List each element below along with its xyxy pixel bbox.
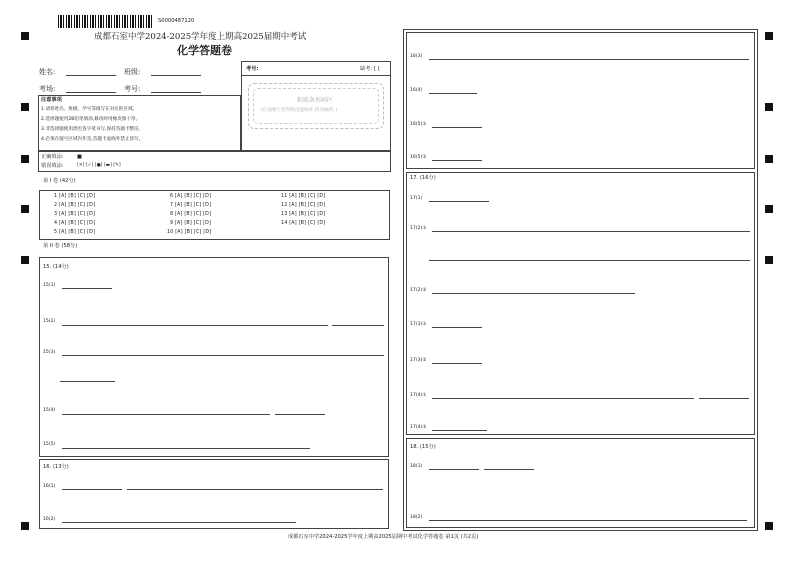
- q17-part2a-answer[interactable]: [432, 231, 750, 232]
- choice-q3[interactable]: 3 [A] [B] [C] [D]: [54, 212, 96, 217]
- correct-fill-label: 正确填涂:: [41, 154, 64, 160]
- q17-title: 17. (16分): [410, 175, 436, 181]
- q16-part1-answer-b[interactable]: [127, 489, 383, 490]
- note-item: 1.请将姓名、班级、学号等填写在对应的区域。: [41, 107, 138, 112]
- q15-part3-label: 15(3): [43, 350, 56, 355]
- timing-mark: [21, 155, 29, 163]
- timing-mark: [765, 205, 773, 213]
- note-item: 2.选择题使用2B铅笔填涂,修改时用橡皮擦干净。: [41, 117, 141, 122]
- choice-q4[interactable]: 4 [A] [B] [C] [D]: [54, 221, 96, 226]
- timing-mark: [765, 256, 773, 264]
- q15-part1-answer[interactable]: [62, 288, 112, 289]
- sheet-title: 化学答题卷: [177, 44, 232, 57]
- q16-part3-label: 16(3): [410, 54, 423, 59]
- q15-part3-answer[interactable]: [62, 355, 384, 356]
- q15-title: 15. (14分): [43, 264, 69, 270]
- notes-box: [38, 95, 241, 151]
- name-label: 姓名:: [39, 68, 56, 76]
- room-label: 考场:: [39, 85, 56, 93]
- q16-part4-answer[interactable]: [429, 93, 477, 94]
- q17-part3b-answer[interactable]: [432, 363, 482, 364]
- name-field[interactable]: [66, 75, 116, 76]
- q15-part4-answer[interactable]: [62, 414, 270, 415]
- q18-part2-answer[interactable]: [429, 520, 747, 521]
- notes-title: 注意事项: [41, 97, 62, 103]
- choice-q1[interactable]: 1 [A] [B] [C] [D]: [54, 194, 96, 199]
- paste-area-hint: (正面朝上切勿贴出虚线外,切勿倾斜。): [261, 108, 338, 113]
- timing-mark: [21, 205, 29, 213]
- class-label: 班级:: [124, 68, 141, 76]
- q16-part5b-label: 16(5)②: [410, 155, 427, 160]
- q17-part3a-label: 17(3)①: [410, 322, 427, 327]
- q15-part5-label: 15(5): [43, 442, 56, 447]
- q17-part3a-answer[interactable]: [432, 327, 482, 328]
- q17-part1-answer[interactable]: [429, 201, 489, 202]
- q16-part5a-answer[interactable]: [432, 127, 482, 128]
- q16-part2-answer[interactable]: [62, 522, 296, 523]
- timing-mark: [21, 103, 29, 111]
- timing-mark: [765, 155, 773, 163]
- choice-q2[interactable]: 2 [A] [B] [C] [D]: [54, 203, 96, 208]
- choice-q9[interactable]: 9 [A] [B] [C] [D]: [170, 221, 212, 226]
- note-item: 3.非选择题使用黑色签字笔书写,保持答题卡整洁。: [41, 127, 144, 132]
- correct-fill-sample: ■: [77, 154, 82, 160]
- q17-part4a-answer[interactable]: [432, 398, 694, 399]
- student-info: [38, 62, 241, 95]
- q16-part5b-answer[interactable]: [432, 160, 482, 161]
- choice-q13[interactable]: 13 [A] [B] [C] [D]: [281, 212, 326, 217]
- q16-title: 16. (13分): [43, 464, 69, 470]
- choice-q11[interactable]: 11 [A] [B] [C] [D]: [281, 194, 326, 199]
- timing-mark: [765, 103, 773, 111]
- q18-part1-label: 18(1): [410, 464, 423, 469]
- barcode: [58, 15, 153, 28]
- timing-mark: [765, 522, 773, 530]
- q17-part3b-label: 17(3)②: [410, 358, 427, 363]
- exam-number-box: [241, 61, 391, 151]
- q15-box: [39, 257, 389, 457]
- q16-part1-answer[interactable]: [62, 489, 122, 490]
- q15-part2-label: 15(2): [43, 319, 56, 324]
- q16-part1-label: 16(1): [43, 484, 56, 489]
- wrong-fill-label: 错误填涂:: [41, 163, 64, 169]
- barcode-number: S0000487120: [158, 18, 195, 24]
- choice-grid: [39, 190, 390, 240]
- q17-part1-label: 17(1): [410, 196, 423, 201]
- q18-part2-label: 18(2): [410, 515, 423, 520]
- q17-box: [406, 172, 755, 435]
- q16-continued-box: [406, 32, 755, 169]
- q16-part2-label: 16(2): [43, 517, 56, 522]
- class-field[interactable]: [151, 75, 201, 76]
- q18-title: 18. (15分): [410, 444, 436, 450]
- timing-mark: [21, 32, 29, 40]
- q15-part3-answer-b[interactable]: [60, 381, 115, 382]
- seat-field[interactable]: [151, 92, 201, 93]
- q17-part2b-label: 17(2)②: [410, 288, 427, 293]
- choice-q6[interactable]: 6 [A] [B] [C] [D]: [170, 194, 212, 199]
- q17-part4b-answer[interactable]: [432, 430, 487, 431]
- q15-part1-label: 15(1): [43, 283, 56, 288]
- room-field[interactable]: [66, 92, 116, 93]
- page-footer: 成都石室中学2024-2025学年度上期高2025届期中考试化学答题卷 第1页 (共2页): [288, 534, 479, 540]
- paste-area-title: 粘贴条形码区: [297, 97, 334, 104]
- wrong-fill-sample: [✕] [✓] [●] [▬] [✎]: [77, 163, 121, 168]
- choice-q5[interactable]: 5 [A] [B] [C] [D]: [54, 230, 96, 235]
- timing-mark: [21, 522, 29, 530]
- choice-q8[interactable]: 8 [A] [B] [C] [D]: [170, 212, 212, 217]
- q16-part3-answer[interactable]: [429, 59, 749, 60]
- q18-part1-answer-b[interactable]: [484, 469, 534, 470]
- choice-q7[interactable]: 7 [A] [B] [C] [D]: [170, 203, 212, 208]
- absent-checkbox[interactable]: 缺考: [ ]: [360, 66, 380, 72]
- q17-part2a-label: 17(2)①: [410, 226, 427, 231]
- exam-number-label: 考号:: [246, 66, 259, 72]
- section2-label: 第 II 卷 (58分): [43, 243, 78, 249]
- q16-box: [39, 459, 389, 529]
- section1-label: 第 I 卷 (42分): [43, 178, 76, 184]
- q17-part4a-label: 17(4)①: [410, 393, 427, 398]
- q15-part2-answer[interactable]: [62, 325, 328, 326]
- q18-part1-answer[interactable]: [429, 469, 479, 470]
- q15-part5-answer[interactable]: [62, 448, 310, 449]
- q18-box: [406, 438, 755, 528]
- exam-title: 成都石室中学2024-2025学年度上期高2025届期中考试: [94, 32, 307, 42]
- choice-q10[interactable]: 10 [A] [B] [C] [D]: [167, 230, 212, 235]
- timing-mark: [765, 32, 773, 40]
- q15-part4-answer-b[interactable]: [275, 414, 325, 415]
- note-item: 4.必须在题号区域内作答,答题卡虚线外禁止涂写。: [41, 137, 144, 142]
- timing-mark: [21, 256, 29, 264]
- choice-q12[interactable]: 12 [A] [B] [C] [D]: [281, 203, 326, 208]
- choice-q14[interactable]: 14 [A] [B] [C] [D]: [281, 221, 326, 226]
- q16-part4-label: 16(4): [410, 88, 423, 93]
- seat-label: 考号:: [124, 85, 141, 93]
- q17-part4b-label: 17(4)②: [410, 425, 427, 430]
- q15-part4-label: 15(4): [43, 408, 56, 413]
- q16-part5a-label: 16(5)①: [410, 122, 427, 127]
- q17-part4a-answer-b[interactable]: [699, 398, 749, 399]
- q15-part2-answer-b[interactable]: [332, 325, 384, 326]
- barcode-paste-area[interactable]: [248, 83, 384, 129]
- fill-example-box: [38, 151, 391, 172]
- q17-part2b-answer[interactable]: [432, 293, 635, 294]
- q17-part2a-answer-b[interactable]: [429, 260, 750, 261]
